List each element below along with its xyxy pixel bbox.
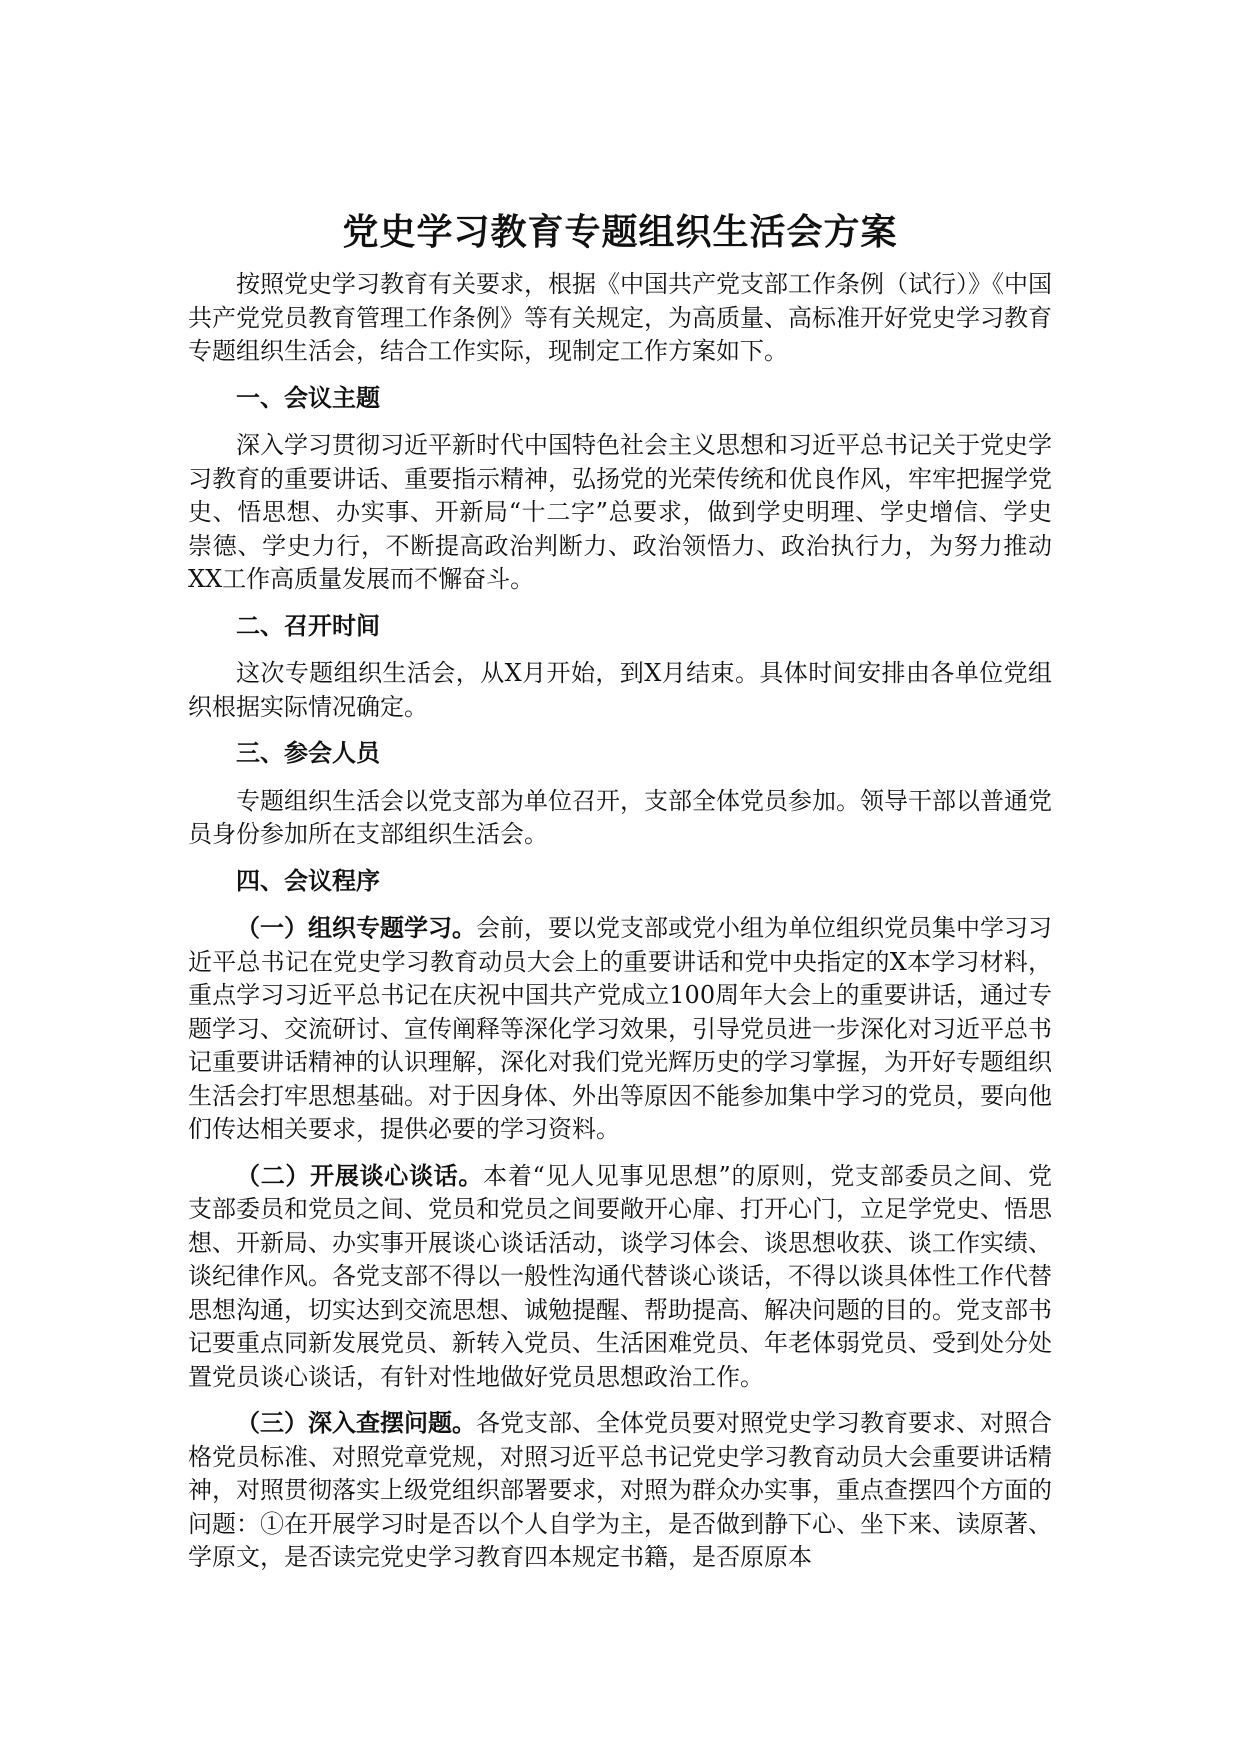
section-heading-procedure: 四、会议程序 <box>236 866 380 895</box>
section-heading-time: 二、召开时间 <box>236 611 380 640</box>
procedure-item-lead: （一）组织专题学习。 <box>236 914 476 942</box>
procedure-item <box>188 1407 1052 1575</box>
procedure-item <box>188 912 1052 1147</box>
document-page <box>188 208 1052 1575</box>
section-heading-attendees: 三、参会人员 <box>236 739 380 767</box>
procedure-item-lead: （三）深入查摆问题。 <box>236 1409 476 1437</box>
section-body-time: 这次专题组织生活会，从X月开始，到X月结束。具体时间安排由各单位党组织根据实际情况确定。 <box>188 659 1052 721</box>
section-body-theme: 深入学习贯彻习近平新时代中国特色社会主义思想和习近平总书记关于党史学习教育的重要讲话、重要指示精神，弘扬党的光荣传统和优良作风，牢牢把握学党史、悟思想、办实事、开新局“十二字”总要求，做到学史明理、学史增信、学史崇德、学史力行，不断提高政治判断力、政治领悟力、政治执行力，为努力推动XX工作高质量发展而不懈奋斗。 <box>188 431 1052 593</box>
procedure-item-text: 会前，要以党支部或党小组为单位组织党员集中学习习近平总书记在党史学习教育动员大会上的重要讲话和党中央指定的X本学习材料，重点学习习近平总书记在庆祝中国共产党成立100周年大会上的重要讲话，通过专题学习、交流研讨、宣传阐释等深化学习效果，引导党员进一步深化对习近平总书记重要讲话精神的认识理解，深化对我们党光辉历史的学习掌握，为开好专题组织生活会打牢思想基础。对于因身体、外出等原因不能参加集中学习的党员，要向他们传达相关要求，提供必要的学习资料。 <box>188 914 1052 1143</box>
procedure-item-text: 各党支部、全体党员要对照党史学习教育要求、对照合格党员标准、对照党章党规，对照习近平总书记党史学习教育动员大会重要讲话精神，对照贯彻落实上级党组织部署要求，对照为群众办实事，重点查摆四个方面的问题：①在开展学习时是否以个人自学为主，是否做到静下心、坐下来、读原著、学原文，是否读完党史学习教育四本规定书籍，是否原原本 <box>188 1409 1052 1571</box>
procedure-item-lead: （二）开展谈心谈话。 <box>236 1161 484 1190</box>
document-title: 党史学习教育专题组织生活会方案 <box>342 212 898 253</box>
procedure-item <box>188 1160 1052 1395</box>
section-heading-theme: 一、会议主题 <box>236 383 380 412</box>
section-body-attendees: 专题组织生活会以党支部为单位召开，支部全体党员参加。领导干部以普通党员身份参加所在支部组织生活会。 <box>188 786 1052 848</box>
intro-paragraph: 按照党史学习教育有关要求，根据《中国共产党支部工作条例（试行）》《中国共产党党员教育管理工作条例》等有关规定，为高质量、高标准开好党史学习教育专题组织生活会，结合工作实际，现制定工作方案如下。 <box>188 270 1052 365</box>
procedure-item-text: 本着“见人见事见思想”的原则，党支部委员之间、党支部委员和党员之间、党员和党员之间要敞开心扉、打开心门，立足学党史、悟思想、开新局、办实事开展谈心谈话活动，谈学习体会、谈思想收获、谈工作实绩、谈纪律作风。各党支部不得以一般性沟通代替谈心谈话，不得以谈具体性工作代替思想沟通，切实达到交流思想、诚勉提醒、帮助提高、解决问题的目的。党支部书记要重点同新发展党员、新转入党员、生活困难党员、年老体弱党员、受到处分处置党员谈心谈话，有针对性地做好党员思想政治工作。 <box>188 1161 1052 1391</box>
